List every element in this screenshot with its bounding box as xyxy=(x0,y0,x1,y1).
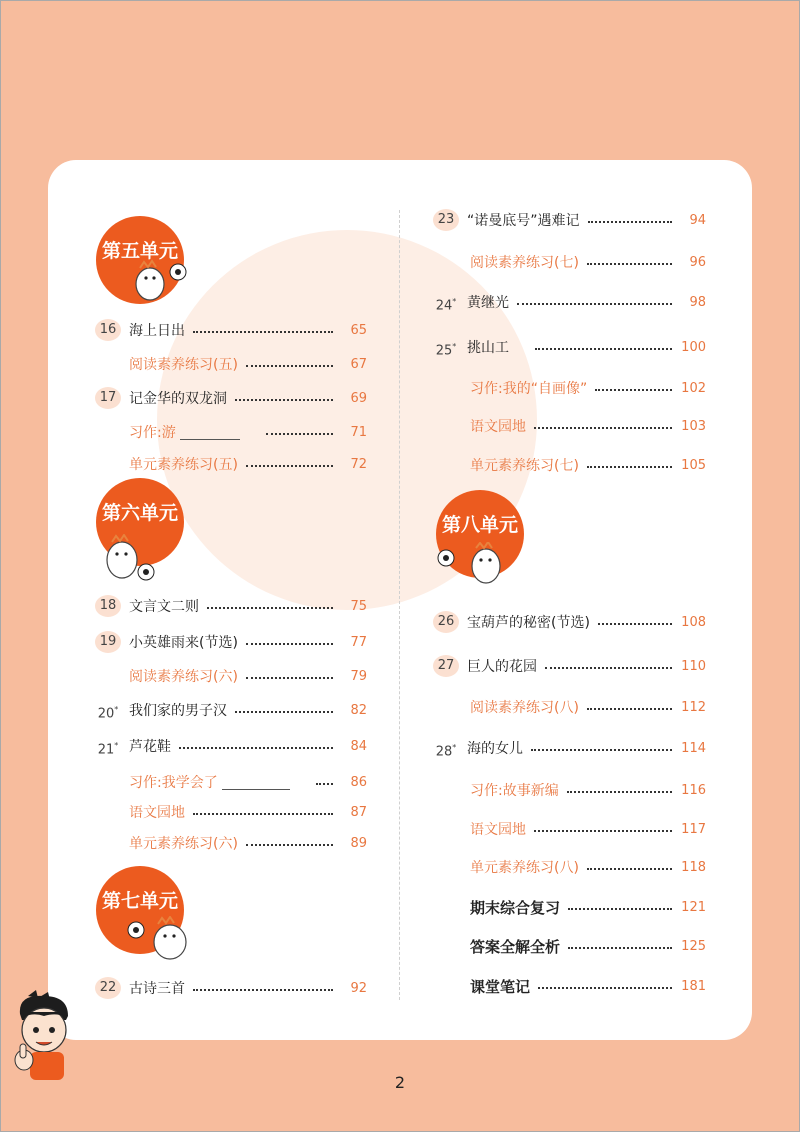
page-number: 84 xyxy=(350,738,367,754)
leader-dots xyxy=(207,607,333,609)
leader-dots xyxy=(246,365,333,367)
toc-entry[interactable] xyxy=(470,696,706,718)
toc-entry[interactable] xyxy=(129,801,367,823)
leader-dots xyxy=(598,623,672,625)
page-number-footer: 2 xyxy=(394,1073,406,1092)
self-study-mark: * xyxy=(452,297,457,306)
exercise-title: 单元素养练习(六) xyxy=(129,836,238,852)
toc-entry[interactable] xyxy=(470,251,706,273)
toc-entry[interactable] xyxy=(95,595,367,617)
self-study-mark: * xyxy=(114,741,119,750)
page-number: 110 xyxy=(681,658,706,674)
leader-dots xyxy=(595,389,672,391)
leader-dots xyxy=(193,989,333,991)
page-number: 100 xyxy=(681,339,706,355)
page-number: 181 xyxy=(681,978,706,994)
leader-dots xyxy=(246,643,333,645)
section-title: 答案全解全析 xyxy=(470,937,561,956)
exercise-title: 语文园地 xyxy=(470,419,526,435)
self-study-mark: * xyxy=(452,743,457,752)
lesson-title: 挑山工 xyxy=(467,340,509,356)
page-number: 67 xyxy=(350,356,367,372)
toc-entry[interactable] xyxy=(470,415,706,437)
leader-dots xyxy=(531,749,672,751)
section-title: 课堂笔记 xyxy=(470,977,531,996)
self-study-mark: * xyxy=(452,342,457,351)
toc-entry[interactable] xyxy=(129,665,367,687)
page-number: 89 xyxy=(350,835,367,851)
leader-dots xyxy=(587,263,672,265)
dinosaur-mascot-icon xyxy=(126,916,196,964)
page-number: 116 xyxy=(681,782,706,798)
exercise-title: 阅读素养练习(八) xyxy=(470,700,579,716)
lesson-number xyxy=(95,699,121,721)
toc-entry[interactable] xyxy=(470,377,706,399)
lesson-title: 小英雄雨来(节选) xyxy=(129,635,238,651)
toc-entry[interactable] xyxy=(470,779,706,801)
column-divider xyxy=(399,210,400,1000)
page-number: 117 xyxy=(681,821,706,837)
lesson-title: 海上日出 xyxy=(129,323,185,339)
toc-entry[interactable] xyxy=(95,631,367,653)
leader-dots xyxy=(193,331,333,333)
lesson-title: 宝葫芦的秘密(节选) xyxy=(467,615,590,631)
unit-7-title: 第七单元 xyxy=(101,890,178,912)
leader-dots xyxy=(567,791,672,793)
leader-dots xyxy=(568,908,672,910)
page-number: 96 xyxy=(689,254,706,270)
toc-entry[interactable] xyxy=(470,896,706,918)
exercise-title: 习作:我的“自画像” xyxy=(470,381,588,397)
unit-5-title: 第五单元 xyxy=(101,240,178,262)
exercise-title: 阅读素养练习(六) xyxy=(129,669,238,685)
toc-entry[interactable] xyxy=(470,935,706,957)
page-number: 86 xyxy=(350,774,367,790)
lesson-number xyxy=(433,291,459,313)
unit-8-title: 第八单元 xyxy=(441,514,518,536)
unit-6-title: 第六单元 xyxy=(101,502,178,524)
page-number: 98 xyxy=(689,294,706,310)
toc-entry[interactable] xyxy=(433,655,706,677)
toc-entry[interactable] xyxy=(95,387,367,409)
exercise-title: 语文园地 xyxy=(470,822,526,838)
self-study-mark: * xyxy=(114,705,119,714)
leader-dots xyxy=(235,711,333,713)
page-number: 94 xyxy=(689,212,706,228)
lesson-number-text: 24 xyxy=(435,298,453,314)
leader-dots xyxy=(193,813,333,815)
lesson-title: “诺曼底号”遇难记 xyxy=(467,213,580,229)
dinosaur-mascot-icon xyxy=(128,258,188,304)
leader-dots xyxy=(246,844,333,846)
page-number: 75 xyxy=(350,598,367,614)
toc-entry[interactable] xyxy=(433,336,706,358)
leader-dots xyxy=(316,783,333,785)
page-number: 108 xyxy=(681,614,706,630)
exercise-title: 单元素养练习(七) xyxy=(470,458,579,474)
lesson-number: 18 xyxy=(95,595,121,617)
lesson-number: 22 xyxy=(95,977,121,999)
page-number: 72 xyxy=(350,456,367,472)
page-number: 114 xyxy=(681,740,706,756)
lesson-number: 27 xyxy=(433,655,459,677)
lesson-number xyxy=(433,737,459,759)
exercise-title: 阅读素养练习(五) xyxy=(129,357,238,373)
page-number: 103 xyxy=(681,418,706,434)
toc-entry[interactable] xyxy=(433,209,706,231)
lesson-number xyxy=(433,336,459,358)
lesson-title: 巨人的花园 xyxy=(467,659,537,675)
lesson-title: 我们家的男子汉 xyxy=(129,703,227,719)
page-number: 121 xyxy=(681,899,706,915)
page-number: 79 xyxy=(350,668,367,684)
exercise-title: 习作:我学会了 xyxy=(129,775,218,791)
leader-dots xyxy=(587,708,672,710)
toc-entry[interactable] xyxy=(129,353,367,375)
lesson-number: 19 xyxy=(95,631,121,653)
leader-dots xyxy=(588,221,672,223)
toc-entry[interactable] xyxy=(470,975,706,997)
lesson-number: 17 xyxy=(95,387,121,409)
lesson-number-text: 28 xyxy=(435,744,453,760)
lesson-number: 26 xyxy=(433,611,459,633)
lesson-number-text: 25 xyxy=(435,343,453,359)
exercise-title: 习作:故事新编 xyxy=(470,783,559,799)
page-number: 112 xyxy=(681,699,706,715)
exercise-title: 习作:游 xyxy=(129,425,176,441)
lesson-number xyxy=(95,735,121,757)
section-title: 期末综合复习 xyxy=(470,898,561,917)
page-number: 71 xyxy=(350,424,367,440)
dinosaur-mascot-icon xyxy=(96,534,156,584)
lesson-number-text: 21 xyxy=(97,742,115,758)
leader-dots xyxy=(179,747,333,749)
leader-dots xyxy=(266,433,333,435)
leader-dots xyxy=(587,868,672,870)
leader-dots xyxy=(534,830,672,832)
fill-blank-line xyxy=(180,425,240,440)
toc-entry[interactable] xyxy=(129,832,367,854)
page-number: 69 xyxy=(350,390,367,406)
lesson-title: 芦花鞋 xyxy=(129,739,171,755)
page-number: 102 xyxy=(681,380,706,396)
toc-entry[interactable] xyxy=(470,856,706,878)
toc-entry[interactable] xyxy=(433,291,706,313)
lesson-title: 古诗三首 xyxy=(129,981,185,997)
leader-dots xyxy=(235,399,333,401)
toc-entry[interactable] xyxy=(95,735,367,757)
lesson-number: 16 xyxy=(95,319,121,341)
toc-entry[interactable] xyxy=(95,699,367,721)
leader-dots xyxy=(538,987,672,989)
page-number: 77 xyxy=(350,634,367,650)
exercise-title: 阅读素养练习(七) xyxy=(470,255,579,271)
leader-dots xyxy=(246,465,333,467)
boy-thumbs-up-icon xyxy=(8,990,80,1082)
toc-entry[interactable] xyxy=(95,977,367,999)
fill-blank-line xyxy=(222,775,290,790)
leader-dots xyxy=(545,667,672,669)
lesson-number-text: 20 xyxy=(97,706,115,722)
lesson-title: 文言文二则 xyxy=(129,599,199,615)
page-number: 118 xyxy=(681,859,706,875)
toc-entry[interactable] xyxy=(129,421,367,443)
toc-entry[interactable] xyxy=(433,611,706,633)
lesson-title: 记金华的双龙洞 xyxy=(129,391,227,407)
leader-dots xyxy=(568,947,672,949)
toc-entry[interactable] xyxy=(95,319,367,341)
page-number: 87 xyxy=(350,804,367,820)
lesson-title: 海的女儿 xyxy=(467,741,523,757)
dinosaur-mascot-icon xyxy=(436,542,508,588)
leader-dots xyxy=(535,348,672,350)
exercise-title: 单元素养练习(五) xyxy=(129,457,238,473)
toc-entry[interactable] xyxy=(470,818,706,840)
toc-entry[interactable] xyxy=(129,453,367,475)
lesson-title: 黄继光 xyxy=(467,295,509,311)
leader-dots xyxy=(246,677,333,679)
page-number: 105 xyxy=(681,457,706,473)
page-number: 125 xyxy=(681,938,706,954)
exercise-title: 语文园地 xyxy=(129,805,185,821)
exercise-title: 单元素养练习(八) xyxy=(470,860,579,876)
page-number: 82 xyxy=(350,702,367,718)
leader-dots xyxy=(587,466,672,468)
leader-dots xyxy=(534,427,672,429)
toc-entry[interactable] xyxy=(129,771,367,793)
page-number: 92 xyxy=(350,980,367,996)
lesson-number: 23 xyxy=(433,209,459,231)
toc-entry[interactable] xyxy=(433,737,706,759)
page-number: 65 xyxy=(350,322,367,338)
leader-dots xyxy=(517,303,672,305)
toc-entry[interactable] xyxy=(470,454,706,476)
